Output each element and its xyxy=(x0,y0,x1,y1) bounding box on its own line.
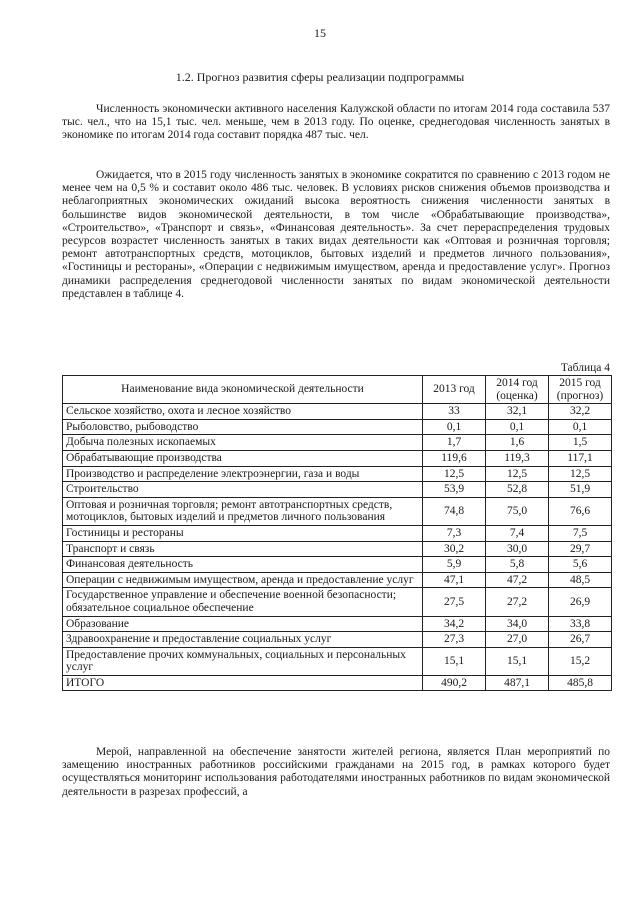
value-cell: 1,6 xyxy=(486,435,549,451)
value-cell: 26,7 xyxy=(549,632,612,648)
page-number: 15 xyxy=(314,26,326,40)
value-cell: 5,9 xyxy=(423,557,486,573)
table-row xyxy=(63,632,612,648)
value-cell: 27,0 xyxy=(486,632,549,648)
table-row xyxy=(63,541,612,557)
value-cell: 51,9 xyxy=(549,482,612,498)
value-cell: 117,1 xyxy=(549,450,612,466)
value-cell: 7,3 xyxy=(423,525,486,541)
table-row xyxy=(63,450,612,466)
value-cell: 32,2 xyxy=(549,404,612,420)
table-row xyxy=(63,419,612,435)
employment-table xyxy=(62,375,612,691)
value-cell: 1,7 xyxy=(423,435,486,451)
value-cell: 47,2 xyxy=(486,572,549,588)
table-row xyxy=(63,466,612,482)
value-cell: 30,2 xyxy=(423,541,486,557)
activity-name-cell: Строительство xyxy=(63,482,423,498)
value-cell: 119,6 xyxy=(423,450,486,466)
value-cell: 7,5 xyxy=(549,525,612,541)
value-cell: 33 xyxy=(423,404,486,420)
header-activity: Наименование вида экономической деятельности xyxy=(63,376,423,404)
value-cell: 485,8 xyxy=(549,675,612,691)
table-row xyxy=(63,675,612,691)
activity-name-cell: Сельское хозяйство, охота и лесное хозяйство xyxy=(63,404,423,420)
table-row xyxy=(63,572,612,588)
paragraph-3: Мерой, направленной на обеспечение занятости жителей региона, является План мероприятий по замещению иностранных работников российскими гражданами на 2015 год, в рамках которого будет осуществляться мониторинг использования работодателями иностранных работников по видам экономической деятельности в разрезах профессий, а xyxy=(62,746,610,798)
value-cell: 12,5 xyxy=(486,466,549,482)
activity-name-cell: Рыболовство, рыбоводство xyxy=(63,419,423,435)
table-row xyxy=(63,616,612,632)
table-row xyxy=(63,404,612,420)
value-cell: 34,0 xyxy=(486,616,549,632)
value-cell: 32,1 xyxy=(486,404,549,420)
activity-name-cell: Транспорт и связь xyxy=(63,541,423,557)
value-cell: 33,8 xyxy=(549,616,612,632)
table-row xyxy=(63,525,612,541)
value-cell: 76,6 xyxy=(549,497,612,525)
activity-name-cell: Обрабатывающие производства xyxy=(63,450,423,466)
paragraph-2: Ожидается, что в 2015 году численность занятых в экономике сократится по сравнению с 2013 годом не менее чем на 0,5 % и составит около 486 тыс. человек. В условиях рисков снижения объемов производства и неблагоприятных экономических ожиданий высока вероятность снижения численности занятых в большинстве видов экономической деятельности, в том числе «Обрабатывающие производства», «Строительство», «Транспорт и связь», «Финансовая деятельность». За счет перераспределения трудовых ресурсов возрастет численность занятых в таких видах деятельности как «Оптовая и розничная торговля; ремонт автотранспортных средств, мотоциклов, бытовых изделий и предметов личного пользования», «Гостиницы и рестораны», «Операции с недвижимым имуществом, аренда и предоставление услуг». Прогноз динамики распределения среднегодовой численности занятых по видам экономической деятельности представлен в таблице 4. xyxy=(62,169,610,300)
activity-name-cell: Образование xyxy=(63,616,423,632)
activity-name-cell: Государственное управление и обеспечение военной безопасности; обязательное социальное обеспечение xyxy=(63,588,423,616)
table-row xyxy=(63,482,612,498)
section-heading: 1.2. Прогноз развития сферы реализации подпрограммы xyxy=(175,70,465,84)
value-cell: 0,1 xyxy=(486,419,549,435)
value-cell: 12,5 xyxy=(423,466,486,482)
table-row xyxy=(63,588,612,616)
value-cell: 27,3 xyxy=(423,632,486,648)
value-cell: 490,2 xyxy=(423,675,486,691)
value-cell: 48,5 xyxy=(549,572,612,588)
closing-block xyxy=(62,746,610,807)
value-cell: 5,8 xyxy=(486,557,549,573)
value-cell: 487,1 xyxy=(486,675,549,691)
value-cell: 74,8 xyxy=(423,497,486,525)
header-2015: 2015 год (прогноз) xyxy=(549,376,612,404)
forecast-block xyxy=(62,169,610,309)
activity-name-cell: Производство и распределение электроэнергии, газа и воды xyxy=(63,466,423,482)
intro-block xyxy=(62,103,610,151)
activity-name-cell: ИТОГО xyxy=(63,675,423,691)
value-cell: 53,9 xyxy=(423,482,486,498)
value-cell: 30,0 xyxy=(486,541,549,557)
activity-name-cell: Предоставление прочих коммунальных, социальных и персональных услуг xyxy=(63,647,423,675)
value-cell: 15,2 xyxy=(549,647,612,675)
value-cell: 26,9 xyxy=(549,588,612,616)
value-cell: 119,3 xyxy=(486,450,549,466)
value-cell: 7,4 xyxy=(486,525,549,541)
value-cell: 0,1 xyxy=(549,419,612,435)
table-caption: Таблица 4 xyxy=(560,362,610,374)
table-row xyxy=(63,647,612,675)
value-cell: 27,5 xyxy=(423,588,486,616)
value-cell: 15,1 xyxy=(486,647,549,675)
activity-name-cell: Оптовая и розничная торговля; ремонт автотранспортных средств, мотоциклов, бытовых изделий и предметов личного пользования xyxy=(63,497,423,525)
activity-name-cell: Гостиницы и рестораны xyxy=(63,525,423,541)
header-2014: 2014 год (оценка) xyxy=(486,376,549,404)
table-header-row xyxy=(63,376,612,404)
table-row xyxy=(63,557,612,573)
activity-name-cell: Операции с недвижимым имуществом, аренда и предоставление услуг xyxy=(63,572,423,588)
value-cell: 27,2 xyxy=(486,588,549,616)
activity-name-cell: Финансовая деятельность xyxy=(63,557,423,573)
paragraph-1: Численность экономически активного населения Калужской области по итогам 2014 года составила 537 тыс. чел., что на 15,1 тыс. чел. меньше, чем в 2013 году. По оценке, среднегодовая численность занятых в экономике по итогам 2014 года составит порядка 487 тыс. чел. xyxy=(62,103,610,142)
value-cell: 75,0 xyxy=(486,497,549,525)
value-cell: 47,1 xyxy=(423,572,486,588)
value-cell: 15,1 xyxy=(423,647,486,675)
activity-name-cell: Здравоохранение и предоставление социальных услуг xyxy=(63,632,423,648)
value-cell: 12,5 xyxy=(549,466,612,482)
value-cell: 34,2 xyxy=(423,616,486,632)
table-body xyxy=(63,404,612,691)
table-row xyxy=(63,497,612,525)
value-cell: 0,1 xyxy=(423,419,486,435)
value-cell: 5,6 xyxy=(549,557,612,573)
table-row xyxy=(63,435,612,451)
value-cell: 52,8 xyxy=(486,482,549,498)
value-cell: 1,5 xyxy=(549,435,612,451)
header-2013: 2013 год xyxy=(423,376,486,404)
activity-name-cell: Добыча полезных ископаемых xyxy=(63,435,423,451)
value-cell: 29,7 xyxy=(549,541,612,557)
